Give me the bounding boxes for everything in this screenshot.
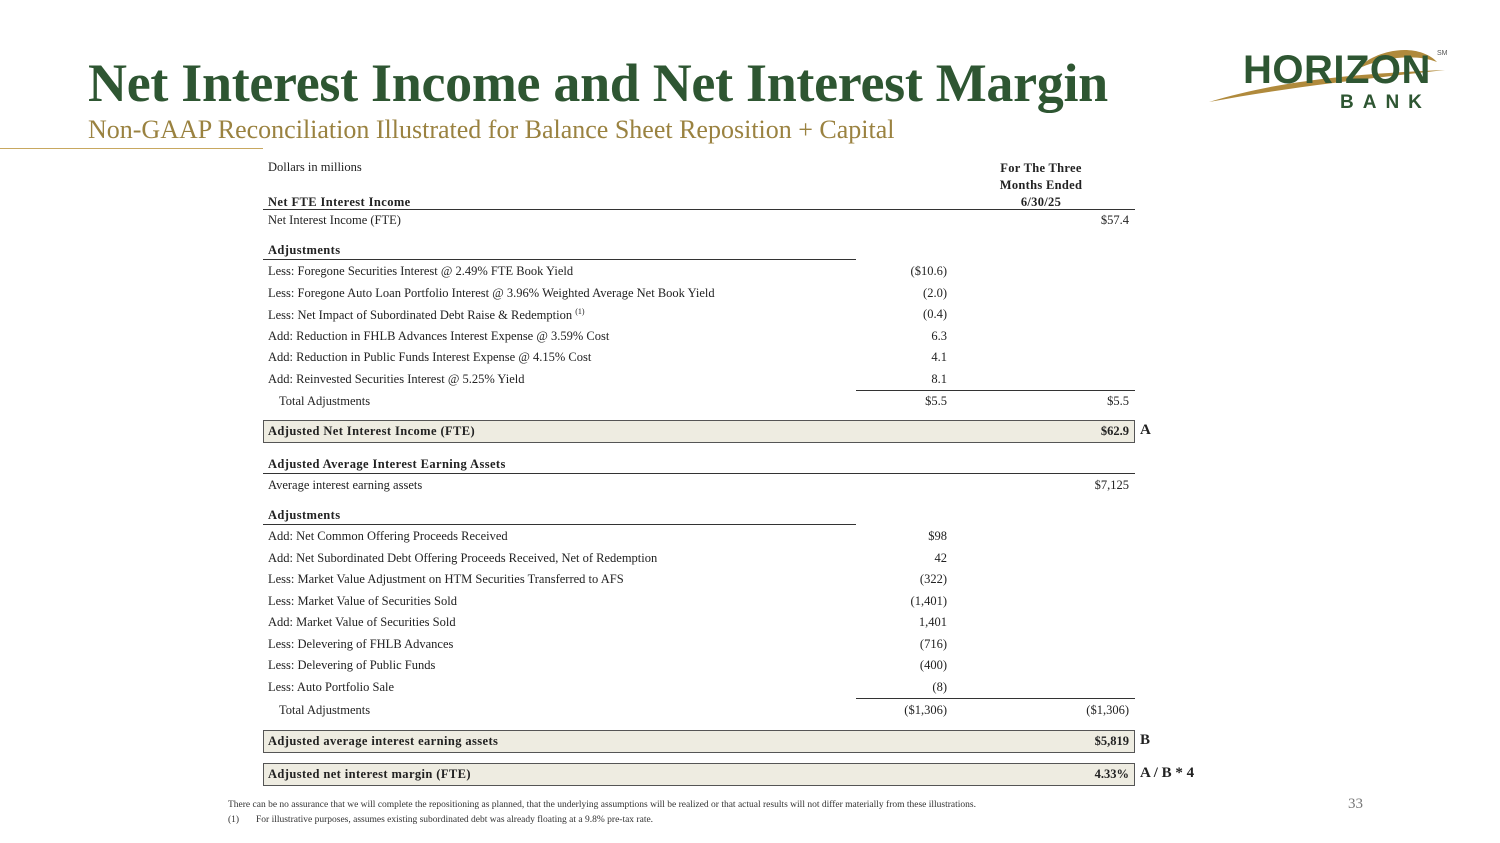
- logo-wordmark: HORIZON: [1243, 48, 1431, 92]
- table-row: Average interest earning assets $7,125: [268, 478, 1129, 492]
- disclaimer-text: There can be no assurance that we will complete the repositioning as planned, that the underlying assumptions will be realized or that actual results will not differ materially from these illustrations.: [228, 800, 976, 810]
- row-label-wrap: [268, 307, 585, 323]
- row-label: Less: Delevering of Public Funds: [268, 658, 436, 672]
- row-label: Less: Market Value of Securities Sold: [268, 593, 457, 608]
- row-label: Add: Reinvested Securities Interest @ 5.25% Yield: [268, 371, 525, 386]
- marker-b: B: [1140, 732, 1151, 748]
- table-row: [263, 612, 1135, 634]
- table-row: [263, 634, 1135, 656]
- adjustments-title: Adjustments: [268, 243, 341, 257]
- row-value: 1,401: [918, 615, 947, 629]
- section-title-nii: Net FTE Interest Income: [268, 195, 411, 209]
- row-value: (716): [919, 636, 947, 651]
- row-label: Add: Reduction in FHLB Advances Interest Expense @ 3.59% Cost: [268, 328, 610, 343]
- page-subtitle: Non-GAAP Reconciliation Illustrated for Balance Sheet Reposition + Capital: [88, 115, 895, 144]
- adjustments-rule: [263, 524, 856, 525]
- adjustments-rule: [263, 259, 856, 260]
- adjustments-title: Adjustments: [268, 508, 341, 522]
- footnote-number: (1): [228, 815, 240, 825]
- row-label: Less: Net Impact of Subordinated Debt Raise & Redemption: [268, 308, 573, 323]
- section-rule: [263, 473, 1135, 474]
- horizon-bank-logo: [1205, 40, 1455, 120]
- section-heading-assets: [263, 453, 1135, 475]
- footnote-ref: (1): [575, 307, 585, 316]
- adjustments-heading: [263, 502, 1135, 526]
- row-label: Less: Delevering of FHLB Advances: [268, 636, 454, 651]
- table-row: [263, 347, 1135, 369]
- row-label: Less: Auto Portfolio Sale: [268, 679, 395, 694]
- page-number: 33: [1348, 796, 1363, 812]
- row-value: (400): [919, 658, 947, 672]
- table-row: [263, 326, 1135, 348]
- adjustments-heading: [263, 238, 1135, 261]
- row-label: Less: Foregone Auto Loan Portfolio Interest @ 3.96% Weighted Average Net Book Yield: [268, 285, 715, 300]
- row-value: $98: [928, 529, 947, 543]
- row-value: 6.3: [931, 328, 947, 343]
- row-value: $57.4: [1100, 213, 1129, 227]
- table-row: [263, 304, 1135, 326]
- subtotal-rule: [856, 390, 1135, 391]
- table-row: [263, 283, 1135, 305]
- row-value: (0.4): [923, 307, 947, 321]
- row-label: Add: Net Common Offering Proceeds Received: [268, 529, 508, 543]
- table-row: [263, 210, 1135, 238]
- row-label: Less: Market Value Adjustment on HTM Securities Transferred to AFS: [268, 572, 624, 586]
- row-value: 4.1: [931, 350, 947, 364]
- row-value: (1,401): [910, 593, 947, 608]
- row-value: ($10.6): [910, 264, 947, 278]
- row-label: Add: Reduction in Public Funds Interest Expense @ 4.15% Cost: [268, 350, 592, 364]
- row-value: (8): [932, 679, 947, 694]
- adjusted-assets-row: Adjusted average interest earning assets $5,819 B: [263, 730, 1135, 753]
- row-label: Net Interest Income (FTE): [268, 213, 401, 227]
- footnote-text: For illustrative purposes, assumes existing subordinated debt was already floating at a 9.8% pre-tax rate.: [256, 815, 654, 825]
- table-row: [263, 548, 1135, 570]
- logo-subword: BANK: [1340, 92, 1431, 113]
- marker-formula: A / B * 4: [1140, 765, 1195, 781]
- row-value: (322): [919, 572, 947, 586]
- total-adjustments-row: Total Adjustments $5.5 $5.5: [263, 390, 1135, 420]
- table-row: [263, 655, 1135, 677]
- logo-trademark: SM: [1437, 50, 1448, 57]
- table-row: [263, 591, 1135, 613]
- table-row: [263, 677, 1135, 699]
- table-row: [263, 569, 1135, 591]
- row-label: Add: Net Subordinated Debt Offering Proceeds Received, Net of Redemption: [268, 550, 658, 565]
- row-value: 8.1: [931, 371, 947, 386]
- adjustments-list-nii: [263, 261, 1135, 390]
- units-label: Dollars in millions: [268, 160, 362, 174]
- row-label: Less: Foregone Securities Interest @ 2.49% FTE Book Yield: [268, 264, 574, 278]
- subtotal-rule: [856, 698, 1135, 699]
- adjusted-nim-row: Adjusted net interest margin (FTE) 4.33% A / B * 4: [263, 763, 1135, 786]
- total-adjustments-row: Total Adjustments ($1,306) ($1,306): [263, 698, 1135, 730]
- row-value: (2.0): [923, 285, 947, 300]
- table-row: [263, 261, 1135, 283]
- table-row: [263, 526, 1135, 548]
- subtitle-rule: [0, 148, 263, 149]
- adjustments-list-assets: [263, 526, 1135, 698]
- row-label: Add: Market Value of Securities Sold: [268, 615, 456, 629]
- adjusted-nii-row: Adjusted Net Interest Income (FTE) $62.9 A: [263, 420, 1135, 443]
- period-header: For The Three Months Ended 6/30/25: [999, 161, 1083, 209]
- reconciliation-table: [263, 156, 1195, 786]
- section-title-assets: Adjusted Average Interest Earning Assets: [268, 457, 506, 471]
- page-title: Net Interest Income and Net Interest Margin: [88, 53, 1108, 113]
- table-row: [263, 369, 1135, 391]
- table-header: [263, 156, 1135, 210]
- marker-a: A: [1140, 422, 1151, 438]
- row-value: 42: [934, 550, 947, 565]
